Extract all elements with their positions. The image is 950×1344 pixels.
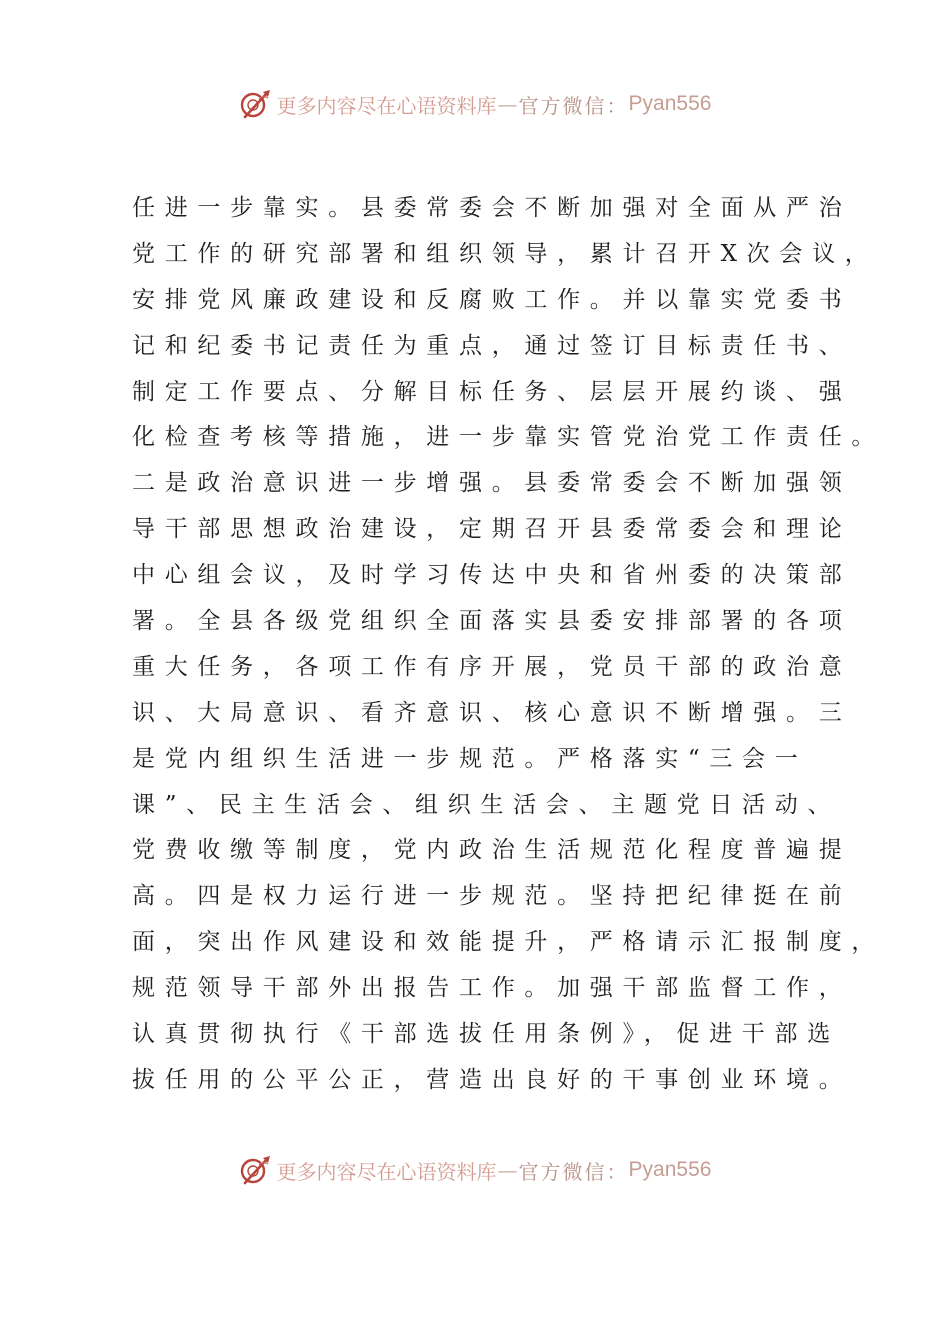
pen-logo-icon xyxy=(239,1153,273,1187)
pen-logo-icon xyxy=(239,87,273,121)
body-line: 党费收缴等制度，党内政治生活规范化程度普遍提 xyxy=(132,837,852,864)
header-banner-wechat-label: 官方微信： xyxy=(518,93,629,118)
body-line: 二是政治意识进一步增强。县委常委会不断加强领 xyxy=(132,470,852,497)
header-banner xyxy=(0,84,950,124)
body-line: 识、大局意识、看齐意识、核心意识不断增强。三 xyxy=(132,699,852,726)
header-banner-dash: — xyxy=(497,92,518,116)
body-line: 记和纪委书记责任为重点，通过签订目标责任书、 xyxy=(132,332,852,359)
footer-banner-main: 更多内容尽在心语资料库 xyxy=(276,1159,497,1184)
footer-banner-dash: — xyxy=(497,1158,518,1182)
body-line: 任进一步靠实。县委常委会不断加强对全面从严治 xyxy=(132,195,852,221)
body-line: 课”、民主生活会、组织生活会、主题党日活动、 xyxy=(132,791,841,818)
body-line: 高。四是权力运行进一步规范。坚持把纪律挺在前 xyxy=(132,883,852,910)
footer-banner-wechat-label: 官方微信： xyxy=(518,1159,629,1184)
body-line: 制定工作要点、分解目标任务、层层开展约谈、强 xyxy=(132,378,852,405)
body-line: 中心组会议，及时学习传达中央和省州委的决策部 xyxy=(132,562,852,589)
body-line: 安排党风廉政建设和反腐败工作。并以靠实党委书 xyxy=(132,286,852,313)
header-banner-main: 更多内容尽在心语资料库 xyxy=(276,93,497,118)
body-line: 认真贯彻执行《干部选拔任用条例》，促进干部选 xyxy=(132,1021,840,1048)
body-line: 党工作的研究部署和组织领导，累计召开X次会议， xyxy=(132,240,878,267)
footer-banner-text xyxy=(277,1156,712,1185)
body-line: 面，突出作风建设和效能提升，严格请示汇报制度， xyxy=(132,929,885,956)
body-line: 署。全县各级党组织全面落实县委安排部署的各项 xyxy=(132,608,852,635)
body-line: 规范领导干部外出报告工作。加强干部监督工作， xyxy=(132,975,852,1002)
body-line: 导干部思想政治建设，定期召开县委常委会和理论 xyxy=(132,516,852,543)
body-line: 化检查考核等措施，进一步靠实管党治党工作责任。 xyxy=(132,424,885,451)
body-line: 是党内组织生活进一步规范。严格落实“三会一 xyxy=(132,745,808,772)
footer-banner xyxy=(0,1150,950,1190)
body-line: 重大任务，各项工作有序开展，党员干部的政治意 xyxy=(132,653,852,680)
header-banner-text xyxy=(277,90,712,119)
header-banner-wechat-id: Pyan556 xyxy=(628,92,712,115)
footer-banner-wechat-id: Pyan556 xyxy=(628,1158,712,1181)
document-body xyxy=(132,186,885,1104)
body-line: 拔任用的公平公正，营造出良好的干事创业环境。 xyxy=(132,1066,852,1093)
